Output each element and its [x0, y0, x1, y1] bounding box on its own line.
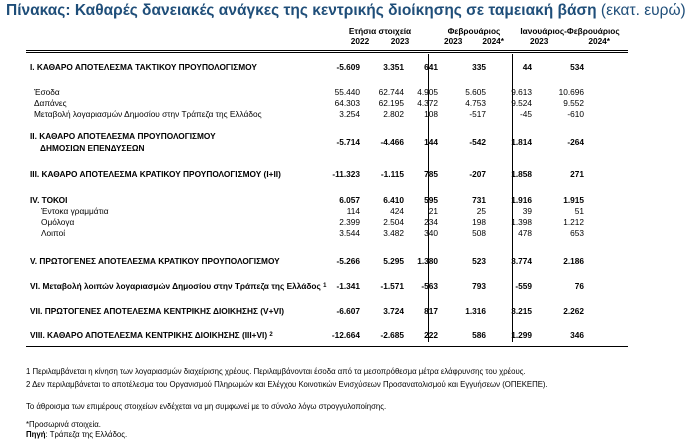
table-cell: -12.664 — [331, 330, 360, 340]
footnote-marker: 1 — [323, 283, 327, 289]
table-cell: 346 — [570, 330, 584, 340]
table-row — [26, 206, 628, 216]
table-cell: 534 — [570, 62, 584, 72]
table-cell: 653 — [570, 228, 584, 238]
table-cell: 793 — [472, 281, 486, 291]
table-cell: 10.696 — [558, 87, 584, 97]
table-cell: 25 — [476, 206, 486, 216]
table-cell: 9.524 — [511, 98, 532, 108]
table-title: Πίνακας: Καθαρές δανειακές ανάγκες της κεντρικής διοίκησης σε ταμειακή βάση (εκατ. ευρώ) — [6, 2, 686, 19]
footnote-1: 1 Περιλαμβάνεται η κίνηση των λογαριασμών διαχείρισης χρέους. Περιλαμβάνονται έσοδα από τα μεσοπρόθεσμα μέτρα ελάφρυνσης του χρέους. — [26, 367, 526, 376]
table-cell: -4.466 — [380, 137, 404, 147]
table-cell: -559 — [515, 281, 532, 291]
table-cell: -45 — [520, 109, 532, 119]
table-cell: 21 — [428, 206, 438, 216]
table-cell: 2.262 — [563, 306, 584, 316]
unit-label: (εκατ. ευρώ) — [600, 2, 686, 19]
table-cell: 1.398 — [511, 217, 532, 227]
table-cell: -11.323 — [332, 169, 360, 179]
table-cell: 641 — [424, 62, 438, 72]
table-row — [26, 217, 628, 227]
table-cell: 55.440 — [334, 87, 360, 97]
row-label: VIII. ΚΑΘΑΡΟ ΑΠΟΤΕΛΕΣΜΑ ΚΕΝΤΡΙΚΗΣ ΔΙΟΙΚΗΣΗΣ (III+VI) $^2$ — [30, 330, 273, 340]
table-cell: 9.552 — [563, 98, 584, 108]
source-note: Πηγή: Τράπεζα της Ελλάδος. — [26, 430, 128, 439]
header-group-annual: Ετήσια στοιχεία 2022 2023 — [348, 26, 412, 46]
header-group-jan-feb: Ιανουάριος-Φεβρουάριος 2023 2024* — [520, 26, 620, 46]
rounding-note: Το άθροισμα των επιμέρους στοιχείων ενδέχεται να μη συμφωνεί με το σύνολο λόγω στρογγυλοποίησης. — [26, 402, 387, 411]
row-label: VI. Μεταβολή λοιπών λογαριασμών Δημοσίου στην Τράπεζα της Ελλάδος $^1$ — [30, 281, 327, 291]
table-row — [26, 109, 628, 119]
table-row — [26, 169, 628, 179]
table-cell: 1.316 — [465, 306, 486, 316]
table-cell: 64.303 — [334, 98, 360, 108]
table-cell: 785 — [424, 169, 438, 179]
table-cell: -5.266 — [336, 256, 360, 266]
table-cell: -5.609 — [336, 62, 360, 72]
row-label: III. ΚΑΘΑΡΟ ΑΠΟΤΕΛΕΣΜΑ ΚΡΑΤΙΚΟΥ ΠΡΟΥΠΟΛΟΓΙΣΜΟΥ (I+II) — [30, 169, 281, 179]
row-label: Δαπάνες — [34, 98, 67, 108]
table-cell: 234 — [424, 217, 438, 227]
table-row — [26, 195, 628, 205]
table-cell: 198 — [472, 217, 486, 227]
table-cell: 114 — [346, 206, 360, 216]
table-cell: 817 — [424, 306, 438, 316]
row-label: II. ΚΑΘΑΡΟ ΑΠΟΤΕΛΕΣΜΑ ΠΡΟΥΠΟΛΟΓΙΣΜΟΥ — [30, 131, 216, 141]
table-cell: 4.372 — [417, 98, 438, 108]
table-cell: 731 — [472, 195, 486, 205]
table-row — [26, 256, 628, 266]
table-cell: 1.212 — [563, 217, 584, 227]
provisional-note: *Προσωρινά στοιχεία. — [26, 420, 101, 429]
table-cell: 595 — [424, 195, 438, 205]
table-cell: 1.814 — [511, 137, 532, 147]
table-cell: 523 — [472, 256, 486, 266]
table-cell: 44 — [522, 62, 532, 72]
table-cell: -1.115 — [380, 169, 404, 179]
table-cell: 3.351 — [383, 62, 404, 72]
row-label: I. ΚΑΘΑΡΟ ΑΠΟΤΕΛΕΣΜΑ ΤΑΚΤΙΚΟΥ ΠΡΟΥΠΟΛΟΓΙΣΜΟΥ — [30, 62, 257, 72]
table-cell: 2.186 — [563, 256, 584, 266]
table-cell: 3.724 — [383, 306, 404, 316]
table-cell: -563 — [421, 281, 438, 291]
table-cell: 2.504 — [383, 217, 404, 227]
table-cell: 1.380 — [417, 256, 438, 266]
table-cell: 51 — [574, 206, 584, 216]
table-row — [26, 62, 628, 72]
table-cell: 4.753 — [465, 98, 486, 108]
row-label: Έντοκα γραμμάτια — [41, 206, 109, 216]
table-cell: 271 — [570, 169, 584, 179]
row-label: Μεταβολή λογαριασμών Δημοσίου στην Τράπεζα της Ελλάδος — [34, 109, 262, 119]
table-cell: 340 — [424, 228, 438, 238]
table-cell: -6.607 — [336, 306, 360, 316]
header-group-february: Φεβρουάριος 2023 2024* — [443, 26, 505, 46]
header-rule — [26, 50, 628, 51]
table-cell: -542 — [469, 137, 486, 147]
table-cell: 1.858 — [511, 169, 532, 179]
row-label: Ομόλογα — [41, 217, 75, 227]
table-row — [26, 131, 628, 153]
table-cell: 586 — [472, 330, 486, 340]
table-cell: 9.613 — [511, 87, 532, 97]
row-label: Λοιποί — [41, 228, 66, 238]
row-label: IV. ΤΟΚΟΙ — [30, 195, 68, 205]
table-row — [26, 330, 628, 340]
table-cell: 222 — [424, 330, 438, 340]
table-cell: 76 — [574, 281, 584, 291]
table-cell: 5.605 — [465, 87, 486, 97]
row-label: V. ΠΡΩΤΟΓΕΝΕΣ ΑΠΟΤΕΛΕΣΜΑ ΚΡΑΤΙΚΟΥ ΠΡΟΥΠΟΛΟΓΙΣΜΟΥ — [30, 256, 280, 266]
row-label: VII. ΠΡΩΤΟΓΕΝΕΣ ΑΠΟΤΕΛΕΣΜΑ ΚΕΝΤΡΙΚΗΣ ΔΙΟΙΚΗΣΗΣ (V+VI) — [30, 306, 285, 316]
table-cell: 3.215 — [511, 306, 532, 316]
table-cell: 6.057 — [339, 195, 360, 205]
table-cell: 424 — [390, 206, 404, 216]
table-row — [26, 306, 628, 316]
table-cell: 1.916 — [511, 195, 532, 205]
table-cell: 108 — [424, 109, 438, 119]
table-row — [26, 281, 628, 291]
table-cell: 62.744 — [378, 87, 404, 97]
row-label: Έσοδα — [34, 87, 60, 97]
table-cell: 335 — [472, 62, 486, 72]
table-cell: 6.410 — [383, 195, 404, 205]
table-cell: -1.571 — [380, 281, 404, 291]
table-cell: 3.544 — [339, 228, 360, 238]
table-cell: 4.905 — [417, 87, 438, 97]
row-label-continued: ΔΗΜΟΣΙΩΝ ΕΠΕΝΔΥΣΕΩΝ — [40, 143, 145, 153]
table-cell: -5.714 — [336, 137, 360, 147]
table-cell: 508 — [472, 228, 486, 238]
table-cell: 1.915 — [563, 195, 584, 205]
footnote-2: 2 Δεν περιλαμβάνεται το αποτέλεσμα του Οργανισμού Πληρωμών και Ελέγχου Κοινοτικών Ενισχύσεων Προσανατολισμού και Εγγυήσεων (ΟΠΕΚΕΠΕ). — [26, 380, 548, 389]
table-cell: 2.399 — [339, 217, 360, 227]
table-cell: -1.341 — [336, 281, 360, 291]
header-rule — [26, 52, 628, 53]
table-cell: -610 — [567, 109, 584, 119]
table-cell: 5.295 — [383, 256, 404, 266]
table-cell: 1.299 — [511, 330, 532, 340]
table-cell: 478 — [518, 228, 532, 238]
table-cell: 3.482 — [383, 228, 404, 238]
footnote-marker: 2 — [269, 332, 273, 338]
table-row — [26, 87, 628, 97]
table-cell: 144 — [424, 137, 438, 147]
table-row — [26, 98, 628, 108]
table-cell: 62.195 — [378, 98, 404, 108]
table-cell: 39 — [522, 206, 532, 216]
table-cell: 3.774 — [511, 256, 532, 266]
table-cell: -517 — [469, 109, 486, 119]
table-cell: -207 — [469, 169, 486, 179]
table-cell: 3.254 — [339, 109, 360, 119]
table-cell: -264 — [567, 137, 584, 147]
table-cell: -2.685 — [380, 330, 404, 340]
table-cell: 2.802 — [383, 109, 404, 119]
table-row — [26, 228, 628, 238]
table-bottom-rule — [26, 346, 628, 347]
